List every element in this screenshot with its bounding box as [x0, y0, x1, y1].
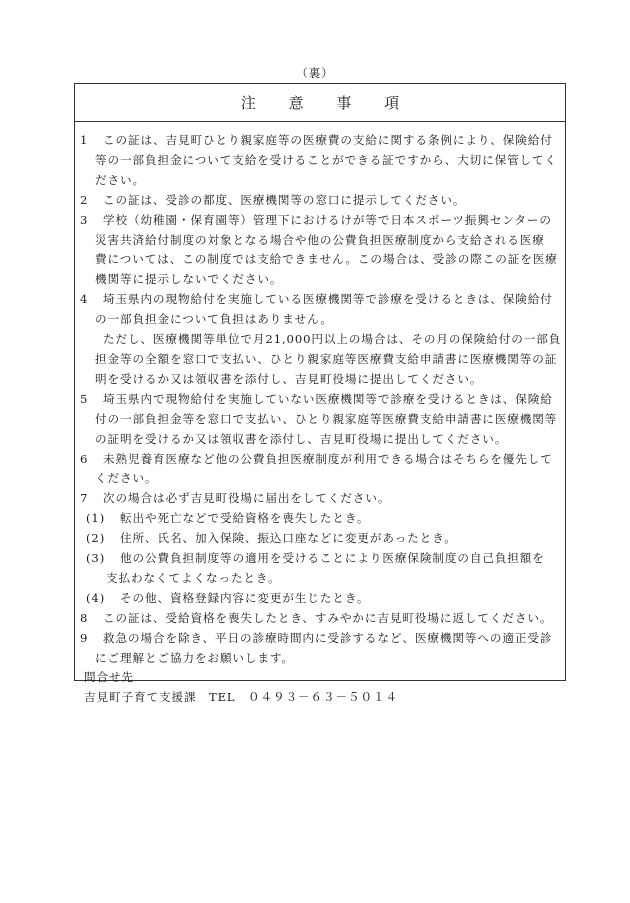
- notice-item-9: [80, 629, 562, 669]
- sub-item: [80, 589, 562, 609]
- notice-frame: [74, 83, 566, 705]
- side-label: （裏）: [296, 66, 334, 80]
- item-line: 未熟児養育医療など他の公費負担医療制度が利用できる場合はそちらを優先して: [103, 451, 553, 466]
- item-text: [95, 131, 562, 191]
- item-line: この証は、吉見町ひとり親家庭等の医療費の支給に関する条例により、保険給付: [103, 133, 553, 147]
- notice-body: [80, 131, 562, 708]
- sub-item-text: [120, 529, 562, 549]
- item-line: 次の場合は必ず吉見町役場に届出をしてください。: [103, 491, 391, 506]
- sub-item-number: (2): [86, 531, 106, 546]
- item-line: 埼玉県内で現物給付を実施していない医療機関等で診療を受けるときは、保険給: [103, 391, 553, 406]
- item-line: の一部負担金について負担はありません。: [95, 312, 333, 327]
- item-text: [95, 609, 562, 629]
- title-divider: [75, 121, 565, 122]
- item-line: 学校（幼稚園・保育園等）管理下におけるけが等で日本スポーツ振興センターの: [103, 212, 552, 227]
- item-number: 7: [80, 491, 89, 506]
- item-text: [95, 450, 562, 490]
- sub-item-line: 支払わなくてよくなったとき。: [106, 570, 281, 585]
- item-line: にご理解とご協力をお願いします。: [95, 650, 294, 665]
- item-text: [95, 191, 562, 211]
- item-line: この証は、受給資格を喪失したとき、すみやかに吉見町役場に返してください。: [103, 610, 553, 625]
- sub-item: [80, 549, 562, 569]
- item-line: 機関等に提示しないでください。: [95, 272, 283, 287]
- sub-item-number: (1): [86, 511, 106, 526]
- item-4-note-line: ただし、医療機関等単位で月21,000円以上の場合は、その月の保険給付の一部負: [103, 332, 562, 347]
- item-number: 8: [80, 610, 89, 625]
- item-text: [95, 629, 562, 669]
- item-line: ください。: [95, 471, 158, 486]
- notice-item-1: [80, 131, 562, 191]
- item-line: 埼玉県内の現物給付を実施している医療機関等で診療を受けるときは、保険給付: [103, 292, 553, 307]
- sub-item-line: その他、資格登録内容に変更が生じたとき。: [120, 590, 370, 605]
- notice-item-2: [80, 191, 562, 211]
- item-number: 5: [80, 391, 89, 406]
- notice-item-7: [80, 489, 562, 509]
- sub-item-line: 他の公費負担制度等の適用を受けることにより医療保険制度の自己負担額を: [120, 551, 545, 566]
- item-4-note-line: 担金等の全額を窓口で支払い、ひとり親家庭等医療費支給申請書に医療機関等の証: [95, 351, 558, 366]
- sub-item-text: [120, 549, 562, 569]
- sub-item: [80, 509, 562, 529]
- item-line: 災害共済給付制度の対象となる場合や他の公費負担医療制度から支給される医療: [95, 232, 545, 247]
- sub-item-number: (4): [86, 590, 106, 605]
- item-line: 救急の場合を除き、平日の診療時間内に受診するなど、医療機関等への適正受診: [103, 630, 553, 645]
- notice-item-5: [80, 390, 562, 450]
- contact-label: 問合せ先: [84, 670, 134, 685]
- notice-item-3: [80, 211, 562, 291]
- item-line: 等の一部負担金について支給を受けることができる証ですから、大切に保管してく: [95, 152, 558, 167]
- sub-item-number: (3): [86, 551, 106, 566]
- notice-item-8: [80, 609, 562, 629]
- sub-item-text: [120, 589, 562, 609]
- item-line: ださい。: [95, 172, 145, 187]
- item-text: [95, 211, 562, 291]
- item-number: 3: [80, 212, 89, 227]
- notice-title: 注 意 事 項: [240, 94, 414, 112]
- notice-item-4: [80, 290, 562, 330]
- item-number: 1: [80, 133, 89, 147]
- contact-line: 吉見町子育て支援課 TEL ０４９３－６３－５０１４: [84, 690, 398, 705]
- sub-item: [80, 529, 562, 549]
- item-number: 2: [80, 192, 89, 207]
- item-number: 6: [80, 451, 89, 466]
- item-number: 4: [80, 292, 89, 307]
- sub-item-line: 住所、氏名、加入保険、振込口座などに変更があったとき。: [120, 531, 457, 546]
- item-line: の証明を受けるか又は領収書を添付し、吉見町役場に提出してください。: [95, 431, 508, 446]
- sub-item-text: [120, 509, 562, 529]
- item-line: この証は、受診の都度、医療機関等の窓口に提示してください。: [103, 192, 466, 207]
- item-line: 付の一部負担金等を窓口で支払い、ひとり親家庭等医療費支給申請書に医療機関等: [95, 411, 558, 426]
- sub-item-line: 転出や死亡などで受給資格を喪失したとき。: [120, 511, 370, 526]
- item-text: [95, 290, 562, 330]
- item-number: 9: [80, 630, 89, 645]
- item-4-note-line: 明を受けるか又は領収書を添付し、吉見町役場に提出してください。: [95, 371, 483, 386]
- item-line: 費については、この制度では支給できません。この場合は、受診の際この証を医療: [95, 252, 558, 267]
- item-text: [95, 390, 562, 450]
- item-text: [95, 489, 562, 509]
- notice-item-6: [80, 450, 562, 490]
